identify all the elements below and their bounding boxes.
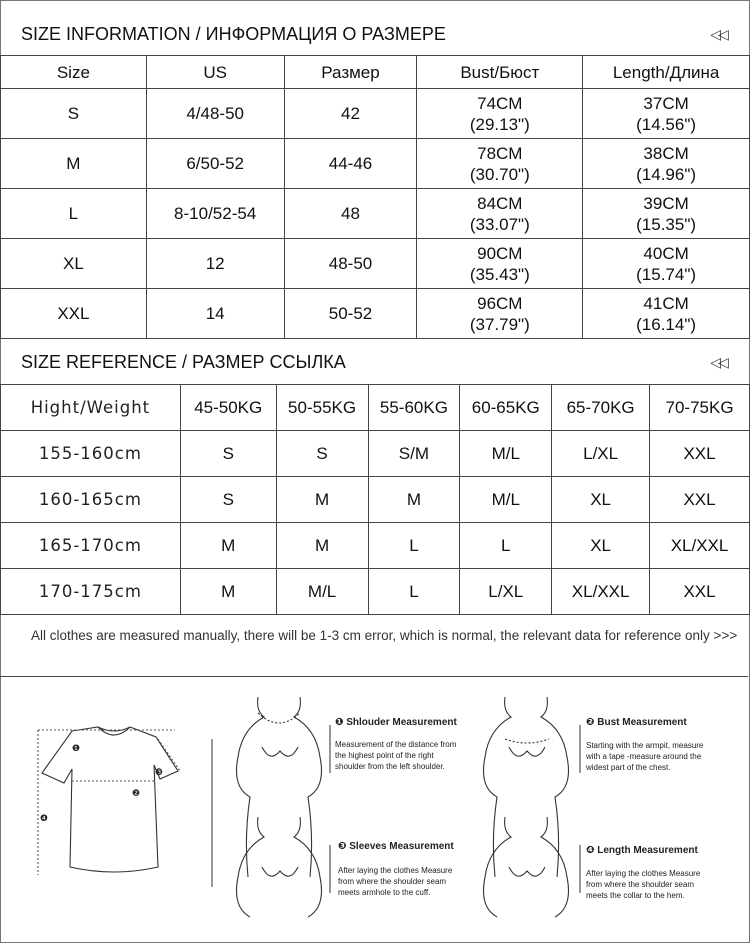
bust-cell [417,239,583,289]
length-cell [583,139,750,189]
column-header: Length/Длина [583,56,750,89]
length-cm: 38CM [643,143,689,163]
bust-cell [417,89,583,139]
bust-in: (30.70") [469,164,530,184]
size-cell: M [276,477,368,523]
size-info-title: SIZE INFORMATION / ИНФОРМАЦИЯ О РАЗМЕРЕ [21,23,446,44]
length-in: (14.56") [636,114,697,134]
weight-header: 70-75KG [650,385,750,431]
size-cell: M [180,569,276,615]
size-cell: XL [552,477,650,523]
table-row [1,477,750,523]
bust-cell [417,139,583,189]
size-cell: S/M [368,431,460,477]
height-cell: 170-175cm [1,569,181,615]
shoulder-title: ❶ Shlouder Measurement [335,717,457,728]
sleeves-desc: After laying the clothes Measure from where the shoulder seam meets armhole to the cuff. [338,866,453,897]
body-figure-sleeves [237,817,322,917]
size-cell: L/XL [460,569,552,615]
us-cell: 8-10/52-54 [146,189,284,239]
length-in: (15.35") [636,214,697,234]
sleeves-title: ❸ Sleeves Measurement [338,841,454,852]
size-cell: L [1,189,147,239]
length-title: ❹ Length Measurement [586,845,698,856]
table-header-row [1,385,750,431]
size-info-header [1,14,748,54]
weight-header: 55-60KG [368,385,460,431]
column-header: Bust/Бюст [417,56,583,89]
ru-cell: 48-50 [284,239,417,289]
us-cell: 4/48-50 [146,89,284,139]
ru-cell: 48 [284,189,417,239]
bust-desc: Starting with the armpit, measure with a tape -measure around the widest part of the chest. [586,741,704,772]
weight-header: 45-50KG [180,385,276,431]
column-header: Size [1,56,147,89]
size-cell: M [368,477,460,523]
size-cell: M [180,523,276,569]
us-cell: 6/50-52 [146,139,284,189]
ru-cell: 42 [284,89,417,139]
column-header: US [146,56,284,89]
us-cell: 12 [146,239,284,289]
size-cell: XXL [650,477,750,523]
shoulder-desc: Measurement of the distance from the highest point of the right shoulder from the left shoulder. [335,740,457,771]
size-info-table [0,55,750,339]
length-in: (14.96") [636,164,697,184]
size-cell: XL [552,523,650,569]
size-cell: M/L [460,477,552,523]
height-cell: 155-160cm [1,431,181,477]
size-cell: XXL [1,289,147,339]
table-header-row [1,56,750,89]
bust-in: (33.07") [469,214,530,234]
us-cell: 14 [146,289,284,339]
table-row [1,431,750,477]
measurement-note [0,616,748,677]
double-left-arrow-icon: ◁◁ [710,25,726,42]
ru-cell: 44-46 [284,139,417,189]
bust-cell [417,289,583,339]
size-cell: L [368,569,460,615]
size-cell: M [276,523,368,569]
table-row [1,189,750,239]
bust-in: (29.13") [469,114,530,134]
marker-2: ❷ [132,788,141,798]
height-cell: 160-165cm [1,477,181,523]
size-cell: S [180,477,276,523]
size-cell: L [460,523,552,569]
weight-header: 65-70KG [552,385,650,431]
length-cell [583,239,750,289]
length-cm: 39CM [643,193,689,213]
length-in: (16.14") [636,314,697,334]
length-cell [583,289,750,339]
size-cell: S [276,431,368,477]
table-row [1,89,750,139]
bust-cm: 84CM [477,193,523,213]
table-row [1,289,750,339]
table-row [1,239,750,289]
t-shirt-diagram [42,727,178,872]
size-cell: M [1,139,147,189]
height-cell: 165-170cm [1,523,181,569]
size-cell: XL [1,239,147,289]
measurement-note-text: All clothes are measured manually, there will be 1-3 cm error, which is normal, the relevant data for reference only >>> [31,628,738,643]
bust-in: (35.43") [469,264,530,284]
ru-cell: 50-52 [284,289,417,339]
bust-cell [417,189,583,239]
table-row [1,523,750,569]
size-reference-header [1,340,748,384]
height-weight-corner: Hight/Weight [1,385,181,431]
t-shirt-measure-lines [38,730,180,875]
marker-1: ❶ [72,743,81,753]
size-cell: M/L [276,569,368,615]
length-desc: After laying the clothes Measure from where the shoulder seam meets the collar to the hem. [586,869,701,900]
table-row [1,139,750,189]
weight-header: 60-65KG [460,385,552,431]
size-reference-table [0,384,750,615]
weight-header: 50-55KG [276,385,368,431]
double-left-arrow-icon: ◁◁ [710,353,726,370]
bust-in: (37.79") [469,314,530,334]
bust-cm: 74CM [477,93,523,113]
size-cell: M/L [460,431,552,477]
column-header: Размер [284,56,417,89]
length-in: (15.74") [636,264,697,284]
size-reference-title: SIZE REFERENCE / РАЗМЕР ССЫЛКА [21,351,346,372]
size-cell: XL/XXL [552,569,650,615]
length-cm: 40CM [643,243,689,263]
marker-4: ❹ [40,813,49,823]
size-cell: S [1,89,147,139]
measurement-guide [0,677,748,933]
size-cell: L/XL [552,431,650,477]
bust-cm: 96CM [477,293,523,313]
marker-3: ❸ [155,767,164,777]
length-cell [583,189,750,239]
size-cell: XXL [650,569,750,615]
size-cell: S [180,431,276,477]
length-cm: 41CM [643,293,689,313]
table-row [1,569,750,615]
size-cell: XL/XXL [650,523,750,569]
length-cell [583,89,750,139]
bust-title: ❷ Bust Measurement [586,717,687,728]
length-cm: 37CM [643,93,689,113]
body-figure-length [484,817,569,917]
size-cell: XXL [650,431,750,477]
bust-cm: 90CM [477,243,523,263]
bust-cm: 78CM [477,143,523,163]
size-cell: L [368,523,460,569]
